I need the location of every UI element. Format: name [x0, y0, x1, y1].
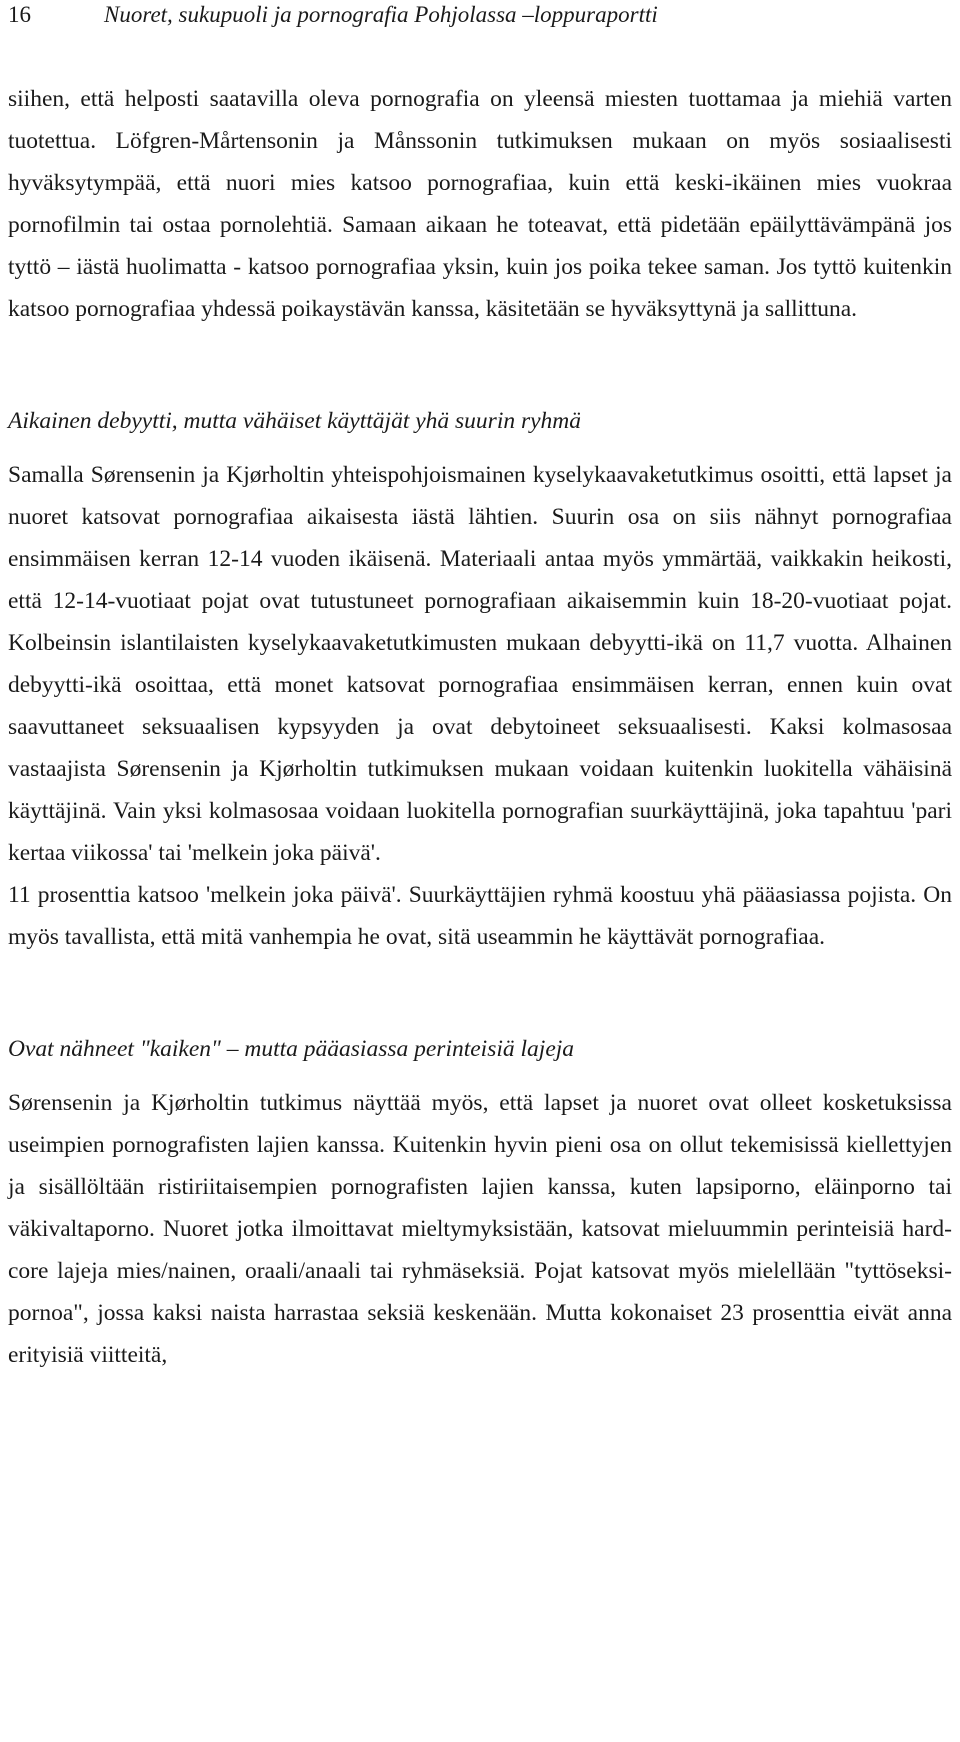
paragraph-genres: Sørensenin ja Kjørholtin tutkimus näyttää myös, että lapset ja nuoret ovat olleet kosketuksissa useimpien pornografisten lajien kanssa. Kuitenkin hyvin pieni osa on ollut tekemisissä kiellettyjen ja sisällöltään ristiriitaisempien pornografisten lajien kanssa, kuten lapsiporno, eläinporno tai väkivaltaporno. Nuoret jotka ilmoittavat mieltymyksistään, katsovat mieluummin perinteisiä hard-core lajeja mies/nainen, oraali/anaali tai ryhmäseksiä. Pojat katsovat myös mielellään "tyttöseksi-pornoa", jossa kaksi naista harrastaa seksiä keskenään. Mutta kokonaiset 23 prosenttia eivät anna erityisiä viitteitä, [8, 1090, 952, 1368]
section-heading-genres: Ovat nähneet "kaiken" – mutta pääasiassa perinteisiä lajeja [8, 1036, 575, 1062]
page-header [8, 2, 952, 42]
document-page [0, 2, 960, 1742]
paragraph-intro: siihen, että helposti saatavilla oleva pornografia on yleensä miesten tuottamaa ja miehiä varten tuotettua. Löfgren-Mårtensonin ja Månssonin tutkimuksen mukaan on myös sosiaalisesti hyväksytympää, että nuori mies katsoo pornografiaa, kuin että keski-ikäinen mies vuokraa pornofilmin tai ostaa pornolehtiä. Samaan aikaan he toteavat, että pidetään epäilyttävämpänä jos tyttö – iästä huolimatta - katsoo pornografiaa yksin, kuin jos poika tekee saman. Jos tyttö kuitenkin katsoo pornografiaa yhdessä poikaystävän kanssa, käsitetään se hyväksyttynä ja sallittuna. [8, 86, 952, 322]
running-title: Nuoret, sukupuoli ja pornografia Pohjolassa –loppuraportti [104, 2, 658, 27]
section-heading-debut: Aikainen debyytti, mutta vähäiset käyttäjät yhä suurin ryhmä [8, 408, 582, 434]
paragraph-heavy-users: 11 prosenttia katsoo 'melkein joka päivä'. Suurkäyttäjien ryhmä koostuu yhä pääasiassa pojista. On myös tavallista, että mitä vanhempia he ovat, sitä useammin he käyttävät pornografiaa. [8, 882, 952, 950]
paragraph-debut: Samalla Sørensenin ja Kjørholtin yhteispohjoismainen kyselykaavaketutkimus osoitti, että lapset ja nuoret katsovat pornografiaa aikaisesta iästä lähtien. Suurin osa on siis nähnyt pornografiaa ensimmäisen kerran 12-14 vuoden ikäisenä. Materiaali antaa myös ymmärtää, vaikkakin heikosti, että 12-14-vuotiaat pojat ovat tutustuneet pornografiaan aikaisemmin kuin 18-20-vuotiaat pojat. Kolbeinsin islantilaisten kyselykaavaketutkimusten mukaan debyytti-ikä on 11,7 vuotta. Alhainen debyytti-ikä osoittaa, että monet katsovat pornografiaa ensimmäisen kerran, ennen kuin ovat saavuttaneet seksuaalisen kypsyyden ja ovat debytoineet seksuaalisesti. Kaksi kolmasosaa vastaajista Sørensenin ja Kjørholtin tutkimuksen mukaan voidaan kuitenkin luokitella vähäisinä käyttäjinä. Vain yksi kolmasosaa voidaan luokitella pornografian suurkäyttäjinä, joka tapahtuu 'pari kertaa viikossa' tai 'melkein joka päivä'. [8, 462, 952, 866]
page-number: 16 [8, 2, 31, 27]
